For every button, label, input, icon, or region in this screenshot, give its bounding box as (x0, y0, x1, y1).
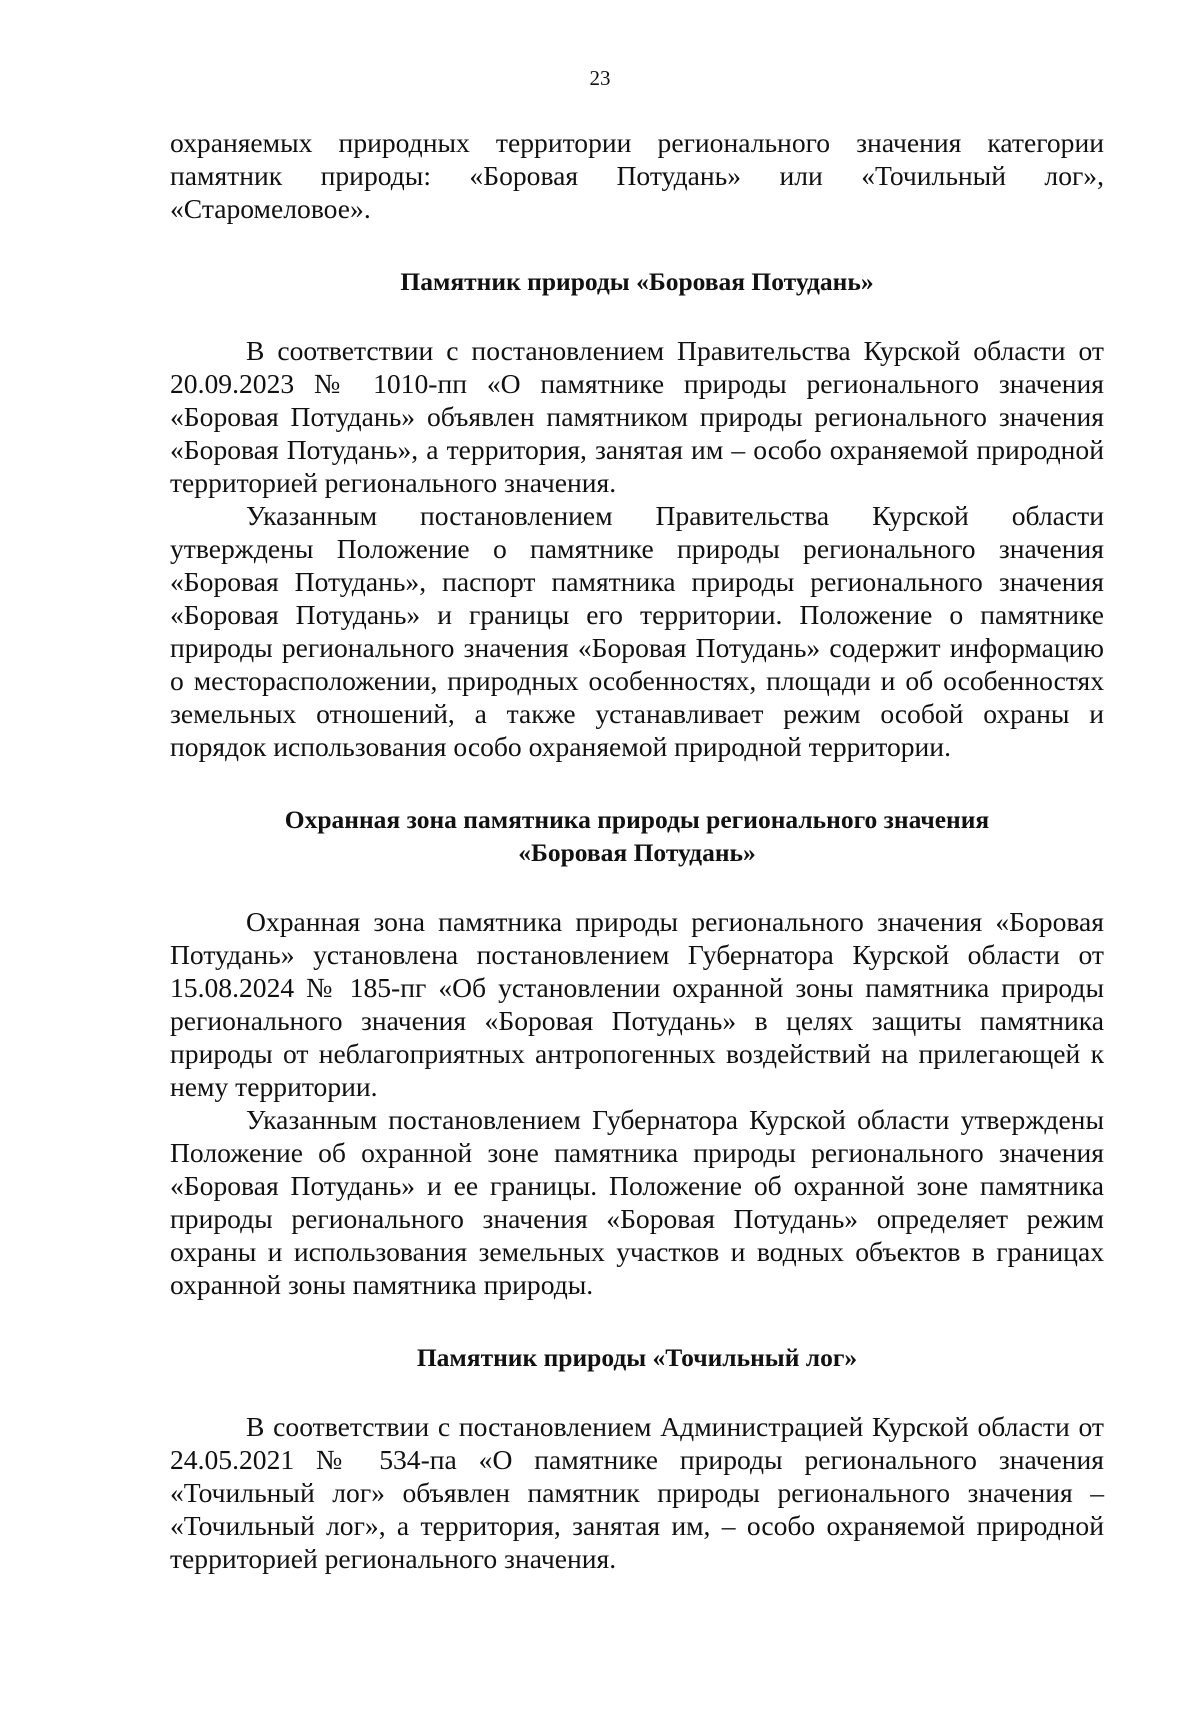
paragraph: Указанным постановлением Губернатора Курской области утверждены Положение об охранной зоне памятника природы регионального значения «Боровая Потудань» и ее границы. Положение об охранной зоне памятника природы регионального значения «Боровая Потудань» определяет режим охраны и использования земельных участков и водных объектов в границах охранной зоны памятника природы. (170, 1104, 1104, 1300)
document-body (170, 126, 1104, 1575)
section-heading-protection-zone (170, 803, 1104, 869)
page-number: 23 (589, 66, 611, 90)
paragraph: Охранная зона памятника природы регионального значения «Боровая Потудань» установлена постановлением Губернатора Курской области от 15.08.2024 № 185-пг «Об установлении охранной зоны памятника природы регионального значения «Боровая Потудань» в целях защиты памятника природы от неблагоприятных антропогенных воздействий на прилегающей к нему территории. (170, 906, 1104, 1102)
paragraph: В соответствии с постановлением Администрацией Курской области от 24.05.2021 № 534-па «О памятнике природы регионального значения «Точильный лог» объявлен памятник природы регионального значения – «Точильный лог», а территория, занятая им, – особо охраняемой природной территорией регионального значения. (170, 1411, 1104, 1574)
section-heading-tochilny-log: Памятник природы «Точильный лог» (416, 1343, 858, 1372)
heading-line: Охранная зона памятника природы регионального значения (284, 805, 990, 834)
heading-line: «Боровая Потудань» (518, 838, 756, 867)
intro-paragraph: охраняемых природных территории регионального значения категории памятник природы: «Боровая Потудань» или «Точильный лог», «Старомеловое». (170, 127, 1104, 224)
paragraph: В соответствии с постановлением Правительства Курской области от 20.09.2023 № 1010-пп «О памятнике природы регионального значения «Боровая Потудань» объявлен памятником природы регионального значения «Боровая Потудань», а территория, занятая им – особо охраняемой природной территорией регионального значения. (170, 335, 1104, 498)
paragraph: Указанным постановлением Правительства Курской области утверждены Положение о памятнике природы регионального значения «Боровая Потудань», паспорт памятника природы регионального значения «Боровая Потудань» и границы его территории. Положение о памятнике природы регионального значения «Боровая Потудань» содержит информацию о месторасположении, природных особенностях, площади и об особенностях земельных отношений, а также устанавливает режим особой охраны и порядок использования особо охраняемой природной территории. (170, 500, 1104, 762)
section-heading-borovaya-potudan: Памятник природы «Боровая Потудань» (400, 267, 874, 296)
